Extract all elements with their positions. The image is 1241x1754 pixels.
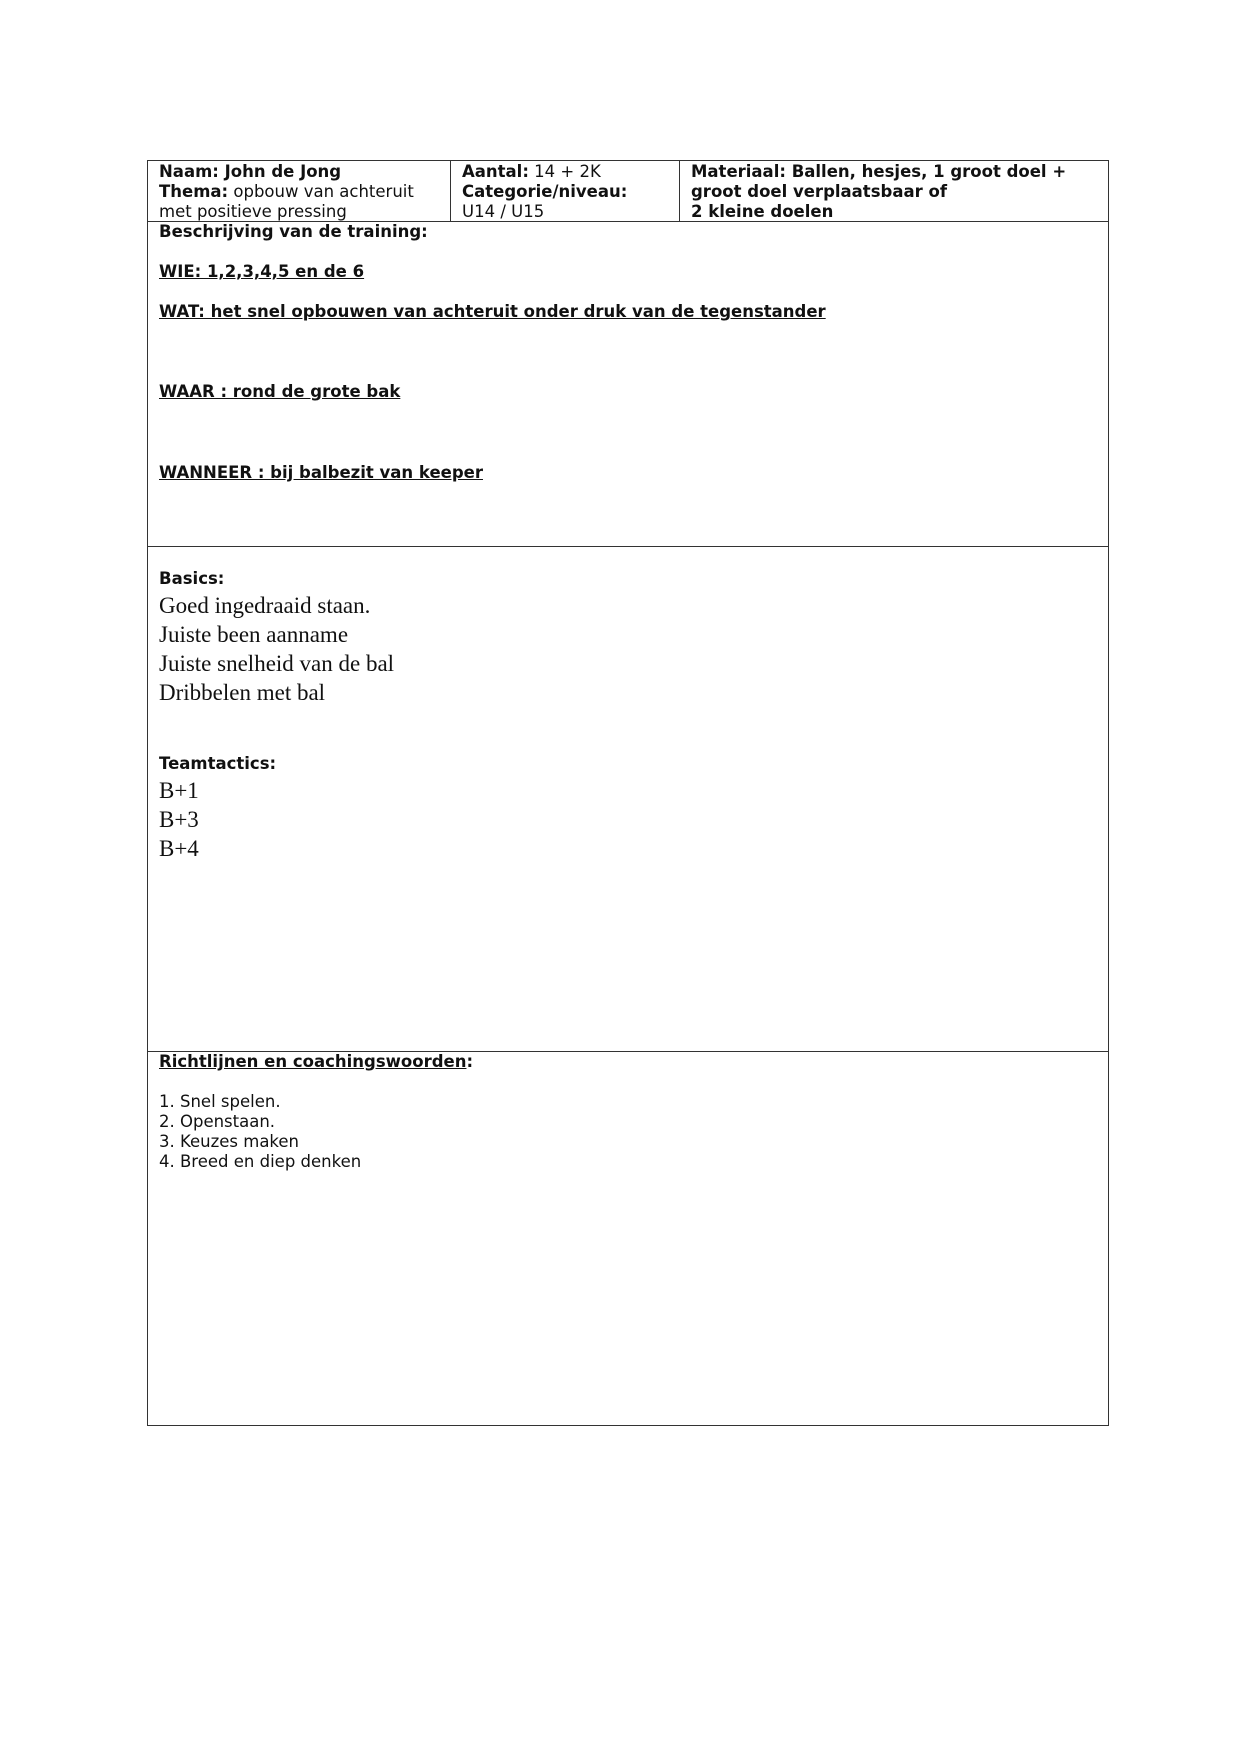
wie-line: WIE: 1,2,3,4,5 en de 6	[159, 262, 365, 281]
teamtactics-title: Teamtactics:	[159, 754, 277, 773]
richtlijnen-item: 3. Keuzes maken	[159, 1132, 300, 1151]
basics-title: Basics:	[159, 569, 225, 588]
training-form	[147, 160, 1109, 1426]
thema-label: Thema:	[159, 182, 229, 201]
materiaal-line-1: Materiaal: Ballen, hesjes, 1 groot doel +	[691, 162, 1067, 181]
richtlijnen-section	[148, 1052, 1108, 1425]
richtlijnen-list	[159, 1092, 361, 1172]
wat-line: WAT: het snel opbouwen van achteruit onder druk van de tegenstander	[159, 302, 826, 321]
materiaal-cell	[680, 161, 1108, 221]
aantal-value: 14 + 2K	[528, 162, 601, 181]
materiaal-line-3: 2 kleine doelen	[691, 202, 834, 221]
materiaal-line-2: groot doel verplaatsbaar of	[691, 182, 947, 201]
categorie-label: Categorie/niveau:	[462, 182, 628, 201]
richtlijnen-item: 2. Openstaan.	[159, 1112, 276, 1131]
wanneer-line: WANNEER : bij balbezit van keeper	[159, 463, 483, 482]
basics-section	[148, 547, 1108, 1052]
basics-item: Goed ingedraaid staan.	[159, 593, 371, 618]
teamtactics-item: B+1	[159, 778, 199, 803]
basics-item: Juiste been aanname	[159, 622, 349, 647]
basics-item: Juiste snelheid van de bal	[159, 651, 395, 676]
aantal-cell	[451, 161, 680, 221]
richtlijnen-title: Richtlijnen en coachingswoorden	[159, 1052, 467, 1071]
teamtactics-item: B+3	[159, 807, 199, 832]
naam-thema-cell	[148, 161, 451, 221]
basics-list	[159, 591, 394, 707]
richtlijnen-colon: :	[466, 1052, 474, 1071]
beschrijving-title: Beschrijving van de training:	[159, 222, 428, 241]
thema-value-2: met positieve pressing	[159, 202, 347, 221]
richtlijnen-item: 1. Snel spelen.	[159, 1092, 281, 1111]
header-row	[148, 161, 1108, 222]
beschrijving-section	[148, 222, 1108, 547]
categorie-value: U14 / U15	[462, 202, 545, 221]
aantal-label: Aantal:	[462, 162, 529, 181]
teamtactics-item: B+4	[159, 836, 199, 861]
thema-value: opbouw van achteruit	[228, 182, 414, 201]
richtlijnen-item: 4. Breed en diep denken	[159, 1152, 362, 1171]
naam: Naam: John de Jong	[159, 162, 342, 181]
teamtactics-list	[159, 776, 199, 863]
basics-item: Dribbelen met bal	[159, 680, 326, 705]
waar-line: WAAR : rond de grote bak	[159, 382, 401, 401]
